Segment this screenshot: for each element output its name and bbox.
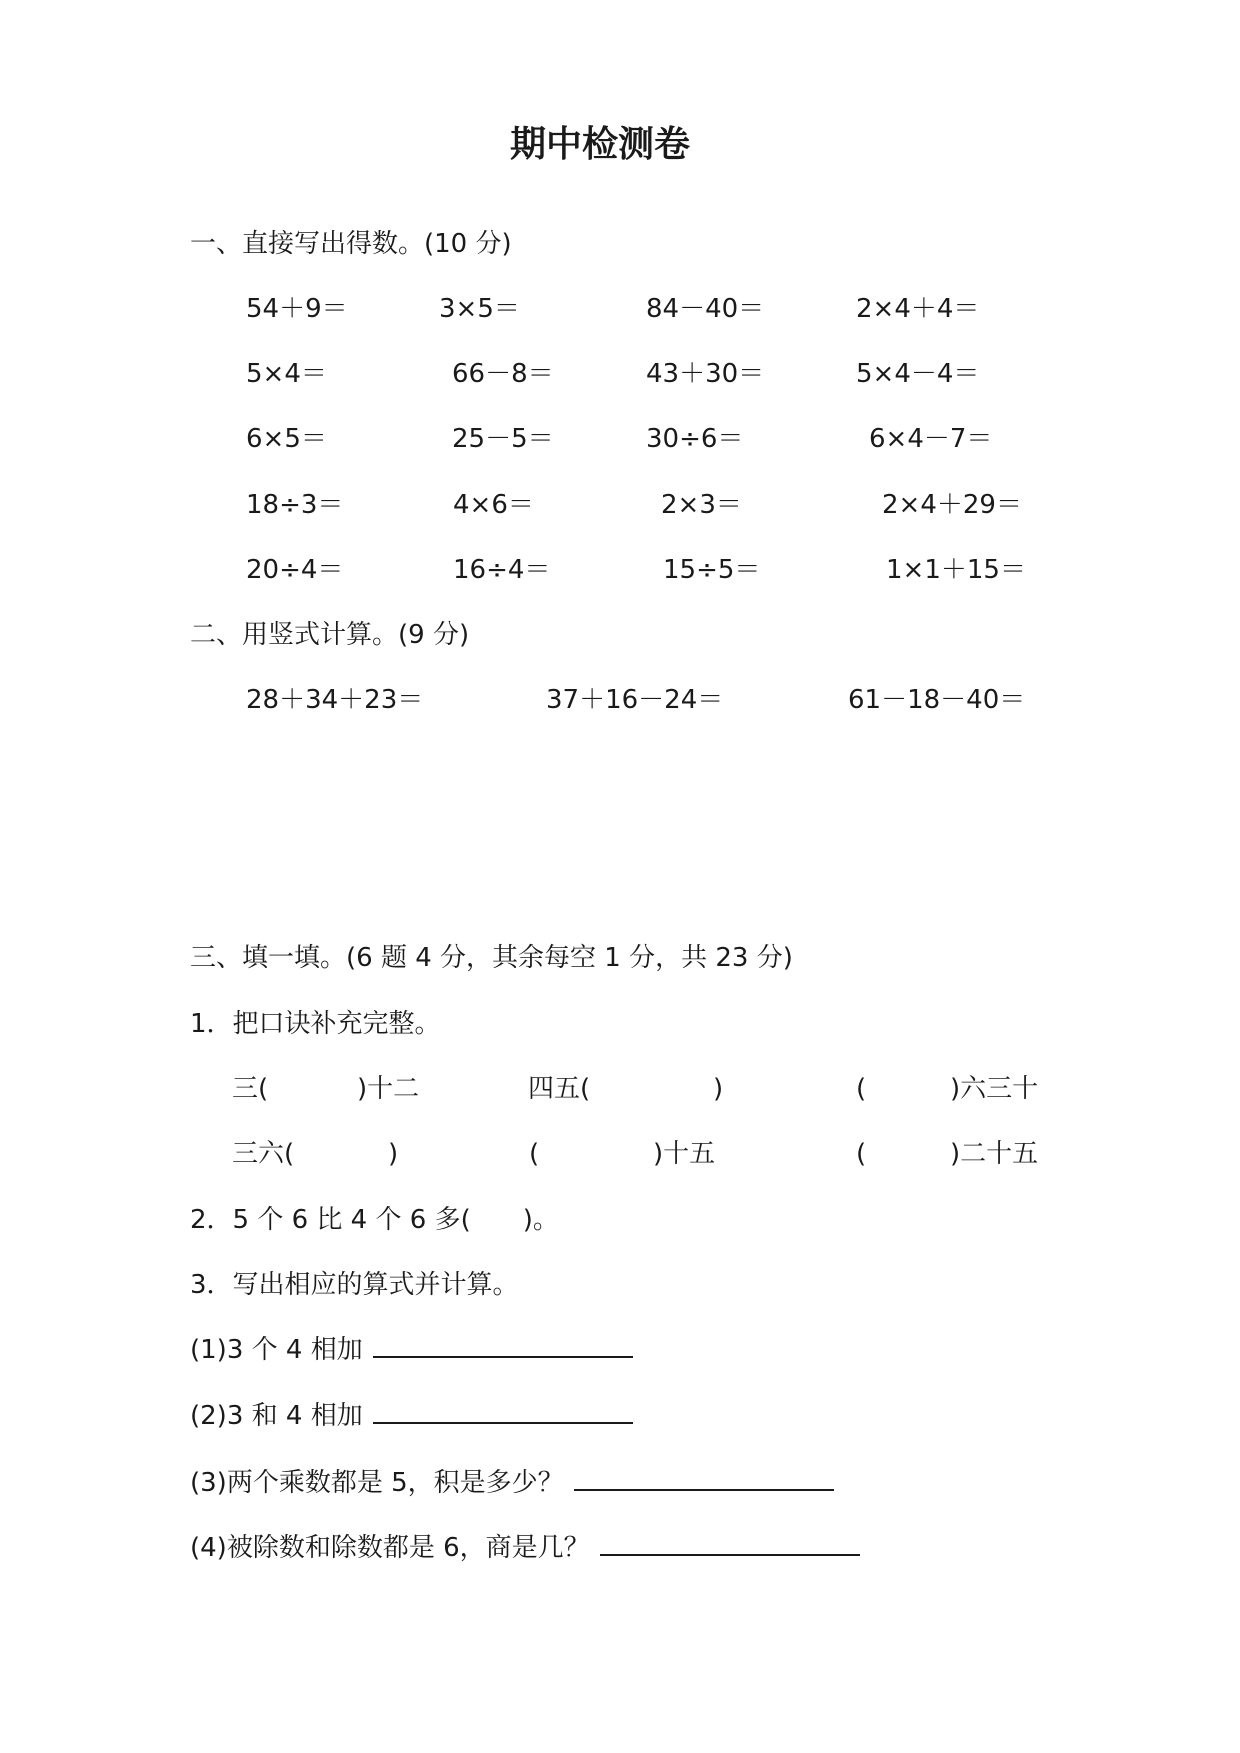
rhyme-part: )	[388, 1139, 399, 1169]
oral-problem: 5×4－4＝	[856, 359, 980, 389]
answer-blank[interactable]	[373, 1398, 633, 1424]
rhyme-part: (	[529, 1139, 540, 1169]
oral-problem: 6×5＝	[246, 424, 327, 454]
oral-problem: 6×4－7＝	[869, 424, 993, 454]
sub-question-text: (1)3 个 4 相加	[190, 1335, 363, 1365]
rhyme-part: 四五(	[528, 1074, 591, 1104]
oral-problem: 1×1＋15＝	[886, 555, 1026, 585]
page-title: 期中检测卷	[509, 124, 690, 165]
answer-blank[interactable]	[574, 1465, 834, 1491]
sub-question-text: (3)两个乘数都是 5，积是多少？	[190, 1468, 564, 1498]
oral-problem: 54＋9＝	[246, 294, 348, 324]
oral-problem: 30÷6＝	[646, 424, 744, 454]
section2-heading: 二、用竖式计算。(9 分)	[190, 620, 470, 650]
answer-blank[interactable]	[600, 1530, 860, 1556]
oral-problem: 66－8＝	[452, 359, 554, 389]
vertical-calc-problem: 61－18－40＝	[848, 685, 1026, 715]
oral-problem: 2×3＝	[661, 490, 742, 520]
oral-problem: 16÷4＝	[453, 555, 551, 585]
sub-question	[190, 1465, 834, 1499]
rhyme-part: )	[713, 1074, 724, 1104]
sub-question-text: (4)被除数和除数都是 6，商是几？	[190, 1533, 590, 1563]
oral-problem: 2×4＋4＝	[856, 294, 980, 324]
oral-problem: 3×5＝	[439, 294, 520, 324]
oral-problem: 84－40＝	[646, 294, 765, 324]
rhyme-part: 三六(	[232, 1139, 295, 1169]
rhyme-part: )十五	[653, 1139, 716, 1169]
oral-problem: 20÷4＝	[246, 555, 344, 585]
rhyme-part: (	[856, 1074, 867, 1104]
sub-question	[190, 1398, 633, 1432]
rhyme-part: )二十五	[950, 1139, 1039, 1169]
oral-problem: 2×4＋29＝	[882, 490, 1022, 520]
oral-problem: 15÷5＝	[663, 555, 761, 585]
oral-problem: 4×6＝	[453, 490, 534, 520]
rhyme-part: )六三十	[950, 1074, 1039, 1104]
vertical-calc-problem: 28＋34＋23＝	[246, 685, 424, 715]
rhyme-part: (	[856, 1139, 867, 1169]
rhyme-part: 三(	[232, 1074, 269, 1104]
oral-problem: 25－5＝	[452, 424, 554, 454]
oral-problem: 43＋30＝	[646, 359, 765, 389]
question-2: 2．5 个 6 比 4 个 6 多( )。	[190, 1205, 559, 1235]
vertical-calc-problem: 37＋16－24＝	[546, 685, 724, 715]
sub-question	[190, 1530, 860, 1564]
answer-blank[interactable]	[373, 1332, 633, 1358]
sub-question-text: (2)3 和 4 相加	[190, 1401, 363, 1431]
section1-heading: 一、直接写出得数。(10 分)	[190, 229, 512, 259]
question-3-label: 3．写出相应的算式并计算。	[190, 1270, 519, 1300]
question-1-label: 1．把口诀补充完整。	[190, 1009, 441, 1039]
oral-problem: 18÷3＝	[246, 490, 344, 520]
rhyme-part: )十二	[357, 1074, 420, 1104]
section3-heading: 三、填一填。(6 题 4 分，其余每空 1 分，共 23 分)	[190, 943, 793, 973]
oral-problem: 5×4＝	[246, 359, 327, 389]
sub-question	[190, 1332, 633, 1366]
